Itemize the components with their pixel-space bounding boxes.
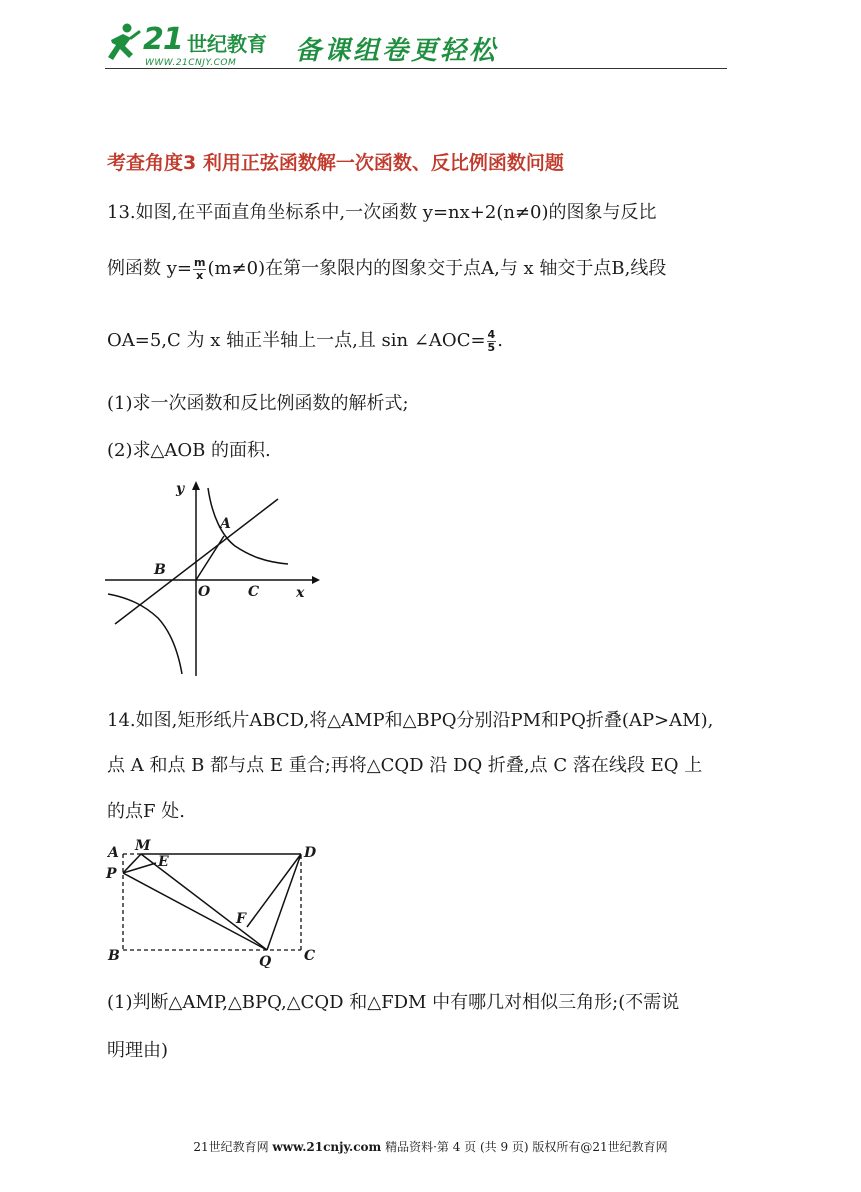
footer-suffix: 精品资料·第 4 页 (共 9 页) 版权所有@21世纪教育网 — [381, 1140, 668, 1154]
fraction-4-over-5 — [487, 329, 497, 354]
label-A: A — [108, 845, 119, 861]
q13-line3-pre: OA=5,C 为 x 轴正半轴上一点,且 sin ∠AOC= — [107, 330, 486, 351]
header-slogan: 备课组卷更轻松 — [295, 36, 499, 66]
q13-line3-post: . — [497, 330, 503, 351]
label-F: F — [236, 911, 246, 927]
q14-sub1-line2: 明理由) — [107, 1040, 169, 1061]
label-E: E — [158, 854, 169, 870]
label-Q: Q — [259, 954, 272, 968]
q13-line2 — [107, 254, 666, 282]
page-footer — [0, 1138, 861, 1155]
label-M: M — [135, 838, 151, 854]
section-title: 考查角度3 利用正弦函数解一次函数、反比例函数问题 — [107, 152, 564, 174]
q14-line3: 的点F 处. — [107, 801, 185, 822]
x-axis-arrow — [312, 576, 320, 584]
footer-site-link[interactable]: www.21cnjy.com — [272, 1140, 382, 1154]
label-P: P — [106, 866, 117, 882]
q13-line3 — [107, 326, 503, 354]
label-C: C — [248, 584, 260, 600]
footer-prefix: 21世纪教育网 — [193, 1140, 273, 1154]
q13-line2-pre: 例函数 y= — [107, 258, 192, 279]
fraction-denominator: 5 — [487, 340, 496, 354]
label-y: y — [176, 481, 185, 497]
segment-DF — [247, 854, 301, 927]
q14-line1: 14.如图,矩形纸片ABCD,将△AMP和△BPQ分别沿PM和PQ折叠(AP>AM), — [107, 710, 714, 731]
brand-number: 21 — [143, 22, 183, 57]
fraction-numerator: m — [193, 255, 206, 269]
q13-sub2: (2)求△AOB 的面积. — [107, 440, 271, 461]
brand-name: 世纪教育 — [187, 32, 267, 56]
header-rule — [105, 68, 727, 69]
fraction-m-over-x — [193, 257, 206, 282]
runner-logo-icon — [105, 22, 141, 64]
y-axis-arrow — [192, 481, 200, 490]
q14-sub1-line1: (1)判断△AMP,△BPQ,△CQD 和△FDM 中有哪几对相似三角形;(不需说 — [107, 992, 680, 1013]
label-B: B — [108, 948, 120, 964]
q13-line2-post: (m≠0)在第一象限内的图象交于点A,与 x 轴交于点B,线段 — [207, 258, 667, 279]
label-x: x — [296, 585, 305, 601]
label-D: D — [304, 845, 317, 861]
segment-DQ — [267, 854, 301, 950]
figure-coordinate-graph — [100, 476, 325, 686]
q14-line2: 点 A 和点 B 都与点 E 重合;再将△CQD 沿 DQ 折叠,点 C 落在线段 EQ 上 — [107, 755, 703, 776]
fraction-denominator: x — [196, 268, 204, 282]
hyperbola-branch-third-quadrant — [108, 594, 182, 674]
label-C: C — [304, 948, 316, 964]
figure-folded-rectangle — [103, 836, 328, 968]
q13-line1: 13.如图,在平面直角坐标系中,一次函数 y=nx+2(n≠0)的图象与反比 — [107, 202, 657, 223]
fraction-numerator: 4 — [487, 327, 496, 341]
page-header — [105, 22, 727, 72]
q13-sub1: (1)求一次函数和反比例函数的解析式; — [107, 393, 409, 414]
label-O: O — [198, 584, 211, 600]
brand-url: WWW.21CNJY.COM — [145, 58, 237, 68]
label-B: B — [154, 562, 166, 578]
label-A: A — [220, 516, 231, 532]
